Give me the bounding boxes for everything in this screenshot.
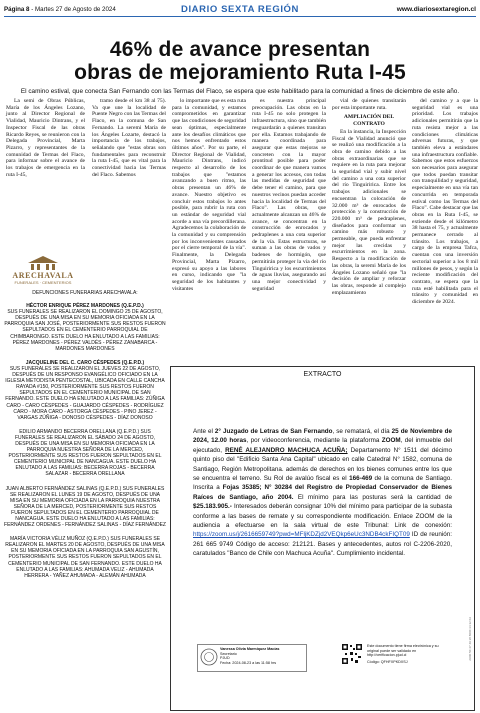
vertical-code: A000 50 47 49 38 8000 34 32 02 — [468, 617, 472, 661]
logo-name: ARECHAVALA — [12, 271, 74, 280]
signature-block — [197, 644, 307, 672]
signer-name: Vanessa Olivia Marmiquez Macías — [220, 647, 280, 651]
article-column-1: La semi de Obras Públicas, María de los Ángeles Lozano, junto al Director Regional de Vialidad, Mauricio Dintrans, y el Inspector Fiscal de las obras Ricardo Reyes, se reunieron con la Delegada Provincial, Marta Pizarro, y representantes de la comunidad de Termas del Flaco, para informar sobre el avance de los trabajos de emergencia en la ruta I-45, — [6, 98, 85, 178]
signer-date: Fecha: 2024-08-23 a las 11:58 hrs — [220, 660, 277, 665]
subheading: AMPLIACIÓN DEL CONTRATO — [343, 114, 395, 128]
zoom-link[interactable]: https://zoom.us/j/2616659749?pwd=MFljKDZjd2VEQkp6eUc3NDB4ckFIQT09 — [193, 531, 410, 539]
header-rule — [4, 16, 476, 17]
article-column-5: vial de quienes transitarán por esta importante ruta. AMPLIACIÓN DEL CONTRATO En la instancia, la Inspección Fiscal de Vialidad anunció que se realizó una modificación a la obra de camino debido a las obras extraordinarias que se requiere en la ruta para mejorar la seguridad vial y subir nivel del camino a una cota superior del río Tinguiririca. Entre los trabajos adicionales se encuentran la colocación de 32.000 m³ de enrocados de protección y la construcción de 220.000 m³ de pedraplenes, diseñados para conformar un camino más robusto y permeable, que pueda enfrentar mejor las crecidas y escurrimientos en la zona. Respecto a la modificación de las obras, la seremi María de los Ángeles Lozano señaló que "la decisión de ampliar y reforzar las obras, responde al complejo emplazamiento — [332, 98, 406, 296]
signer-place: PJUD — [220, 656, 230, 661]
obituary-entry: HÉCTOR ENRIQUE PÉREZ MARDONES (Q.E.P.D.) SUS FUNERALES SE REALIZARON EL DOMINGO 25 DE AGOSTO, DESPUÉS DE UNA MISA EN SU MEMORIA OFICIADA EN LA PARROQUIA SAN JOSÉ, POSTERIORMENTE SUS RESTOS FUERON SEPULTADOS EN EL CEMENTERIO PARROQUIAL DE CHIMBARONGO. ESTE DUELO HA ENLUTADO A LAS FAMILIAS: PÉREZ MARDONES - PÉREZ VALDÉS - PÉREZ ZANABARCA - MARDONES MARDONES — [4, 303, 166, 352]
obituary-entry: EDILIO ARMANDO BECERRA ORELLANA (Q.E.P.D.) SUS FUNERALES SE REALIZARON EL SÁBADO 24 DE AGOSTO, DESPUÉS DE UNA MISA EN SU MEMORIA OFICIADA EN LA PARROQUIA NUESTRA SEÑORA DE LA MERCED, POSTERIORMENTE SUS RESTOS FUERON SEPULTADOS EN EL CEMENTERIO MUNICIPAL DE NANCAGUA. ESTE DUELO HA ENLUTADO A LAS FAMILIAS: BECERRA ROJAS - BECERRA SALAZAR - BECERRA ORELLANA — [8, 428, 162, 478]
article-column-6: del camino y a que la seguridad vial es una prioridad. Los trabajos adicionales permitirán que la ruta resista mejor a las condiciones climáticas adversas futuras, y que también eleva a estándares una infraestructura confiable. Sabemos que estos esfuerzos son necesarios para asegurar que todos puedan transitar con tranquilidad y seguridad, especialmente en una vía tan concurrida en temporada estival como las Termas del Flaco". Cabe destacar que las obras en la Ruta I-45, se extiende desde el kilómetro 38 hasta el 75, y actualmente permanece cerrado al tránsito. Los trabajos, a cargo de la empresa Tafca, cuentan con una inversión sectorial superior a los 8 mil millones de pesos, y según la reciente modificación del contrato, se espera que la ruta esté habilitada para el tránsito y comunidad en diciembre de 2024. — [412, 98, 478, 306]
headline-line2: obras de mejoramiento Ruta I-45 — [74, 61, 406, 84]
obituary-entry: JACQUELINE DEL C. CARO CÉSPEDES (Q.E.P.D.) SUS FUNERALES SE REALIZARON EL JUEVES 22 DE AGOSTO, DESPUÉS DE UN RESPONSO EVANGÉLICO OFICIADO EN LA IGLESIA METODISTA PENTECOSTAL, UBICADA EN CALLE CANCHA RAYADA #150, POSTERIORMENTE SUS RESTOS FUERON SEPULTADOS EN EL CEMENTERIO MUNICIPAL DE SAN FERNANDO. ESTE DUELO HA ENLUTADO A LAS FAMILIAS: ZÚÑIGA CARO - CARO CÉSPEDES - GUAJARDO CÉSPEDES - RODRÍGUEZ CARO - MORA CARO - ASTORGA CÉSPEDES - PINO JEREZ - VARGAS ZÚÑIGA - DONOSO CÉSPEDES - DÍAZ DONOSO — [5, 359, 165, 421]
verification-text: Este documento tiene firma electrónica y su original puede ser validado en http://verificacion.pjud.cl Código: QFHFXPKDXSJ — [367, 644, 439, 664]
legal-notice-box — [170, 366, 475, 711]
page-header — [4, 2, 476, 16]
signer-role: Secretario — [220, 651, 237, 656]
building-icon — [25, 255, 61, 271]
obituary-entry: MARÍA VICTORIA VÉLIZ MUÑOZ (Q.E.P.D.) SUS FUNERALES SE REALIZARON EL MARTES 20 DE AGOSTO, DESPUÉS DE UNA MISA EN SU MEMORIA OFICIADA EN LA PARROQUIA SAN AGUSTÍN, POSTERIORMENTE SUS RESTOS FUERON SEPULTADOS EN EL CEMENTERIO MUNICIPAL DE SAN FERNANDO. ESTE DUELO HA ENLUTADO A LAS FAMILIAS: AHUMADA VELIZ - AHUMADA HERRERA - YAÑEZ AHUMADA - ALEMÁN AHUMADA — [5, 536, 165, 579]
deck: El camino estival, que conecta San Fernando con las Termas del Flaco, se espera que este habilitado para la comunidad a fines de diciembre de este año. — [20, 88, 460, 95]
article-column-2: tramo desde el km 38 al 75). Va que une la localidad de Puente Negro con las Termas del Flaco, en la comuna de San Fernando. La seremi María de los Ángeles Lozarte, destacó la importancia de los trabajos, señalando que "estas obras son fundamentales para reconstruir la ruta I-45, que es vital para la conectividad hacia las Termas del Flaco. Sabemos — [92, 98, 166, 178]
headline — [0, 38, 480, 84]
obituary-entry: JUAN ALBERTO FERNÁNDEZ SALINAS (Q.E.P.D.) SUS FUNERALES SE REALIZARON EL LUNES 19 DE AGOSTO, DESPUÉS DE UNA MISA EN SU MEMORIA OFICIADA EN LA PARROQUIA NUESTRA SEÑORA DE LA MERCED, POSTERIORMENTE SUS RESTOS FUERON SEPULTADOS EN EL CEMENTERIO PARROQUIAL DE NANCAGUA. ESTE DUELO HA ENLUTADO A LAS FAMILIAS: FERNÁNDEZ ORDENES - FERNÁNDEZ SALINAS - DÍAZ FERNÁNDEZ — [4, 485, 166, 529]
logo-tagline: FUNERALES · CEMENTERIOS — [14, 280, 72, 285]
article-column-4: es nuestra principal preocupación. Las obras en la ruta I-45 no solo protegen la infraestructura, sino que también resguardarán a quienes transitan por ella. Estamos trabajando de manera coordinada para asegurar que estas mejoras se concreten con la mayor prontitud posible para poder coordinar de que manera vamos a generar los accesos, con todas las medidas de seguridad que debe tener el camino, para que nuestros vecinos puedan acceder hacia la localidad de Termas del Flaco". Las obras, que actualmente alcanzan un 46% de avance, se concentran en la construcción de enrocados y pedraplenes a una cota superior de la vía. Estas estructuras, se suman a las obras de vados y badenes de hormigón, que permitirán proteger la vía del río Tinguiririca y los escurrimientos de aguas lluvias, asegurando así una mejor conectividad y seguridad — [252, 98, 326, 292]
page-date: - Martes 27 de Agosto de 2024 — [31, 5, 116, 13]
masthead: DIARIO SEXTA REGIÓN — [180, 3, 300, 15]
notice-body: Ante el 2° Juzgado de Letras de San Fernando, se rematará, el día 25 de Noviembre de 2024, 12.00 horas, por videoconferencia, mediante la plataforma ZOOM, del inmueble del ejecutado, RENÉ ALEJANDRO MACHUCA ACUÑA; Departamento N° 1511 del décimo quinto piso del "Edificio Santa Ana Capital" ubicado en calle Catedral N° 1582, comuna de Santiago, Región Metropolitana. además de derechos en los bienes comunes entre los que se encuentra el terreno. Su Rol de avalúo fiscal es el 166-469 de la comuna de Santiago. Inscrita a Fojas 35385; N° 30284 del Registro de Propiedad Conservador de Bienes Raíces de Santiago, año 2004. El mínimo para las posturas será la cantidad de $25.183.905.- Interesados deberán consignar 10% del mínimo para participar de la subasta conforme a las bases de remate y su correspondiente modificación. Enlace ZOOM de la audiencia a efectuarse en la sala virtual de este Tribunal: Link de conexión: https://zoom.us/j/2616659749?pwd=MFljKDZjd2VEQkp6eUc3NDB4ckFIQT09 ID de reunión: 261 665 9749 Código de acceso: 212121. Bases y antecedentes, autos rol C-2206-2020, caratulados "Banco de Chile con Machuca Acuña". Cumplimiento incidental. — [193, 428, 452, 558]
arechavala-logo — [12, 255, 74, 285]
obituaries-heading: DEFUNCIONES FUNERARIAS ARECHAVALA: — [32, 290, 138, 296]
court-seal-icon — [200, 648, 218, 666]
notice-title: EXTRACTO — [303, 371, 342, 378]
headline-line1: 46% de avance presentan — [109, 38, 371, 61]
article-column-3: lo importante que es esta ruta para la comunidad, y estamos comprometidos en garantizar que las condiciones de seguridad sean óptimas, especialmente ante los desafíos climáticos que nos hemos enfrentado estos últimos años". Por su parte, el Director Regional de Vialidad, Mauricio Dintrans, indicó respecto al desarrollo de los trabajos que "estamos avanzando a buen ritmo, las obras presentan un 46% de avance. Nuestro objetivo es concluir estos trabajos lo antes posible, para rubrir la ruta con un estándar de seguridad vial acorde a una vía precordillerana. Agradecemos la colaboración de la comunidad y su comprensión por los inconvenientes causados por el cierre temporal de la vía". Finalmente, la Delegada Provincial, Marta Pizarro, expresó su apoyo a las labores en curso, indicando que "la seguridad de los habitantes y visitantes — [172, 98, 246, 292]
obituaries — [4, 290, 166, 587]
qr-code-icon — [341, 643, 363, 665]
site-url[interactable]: www.diariosextaregion.cl — [396, 5, 476, 13]
page-number: Página 8 - Martes 27 de Agosto de 2024 — [4, 5, 116, 13]
